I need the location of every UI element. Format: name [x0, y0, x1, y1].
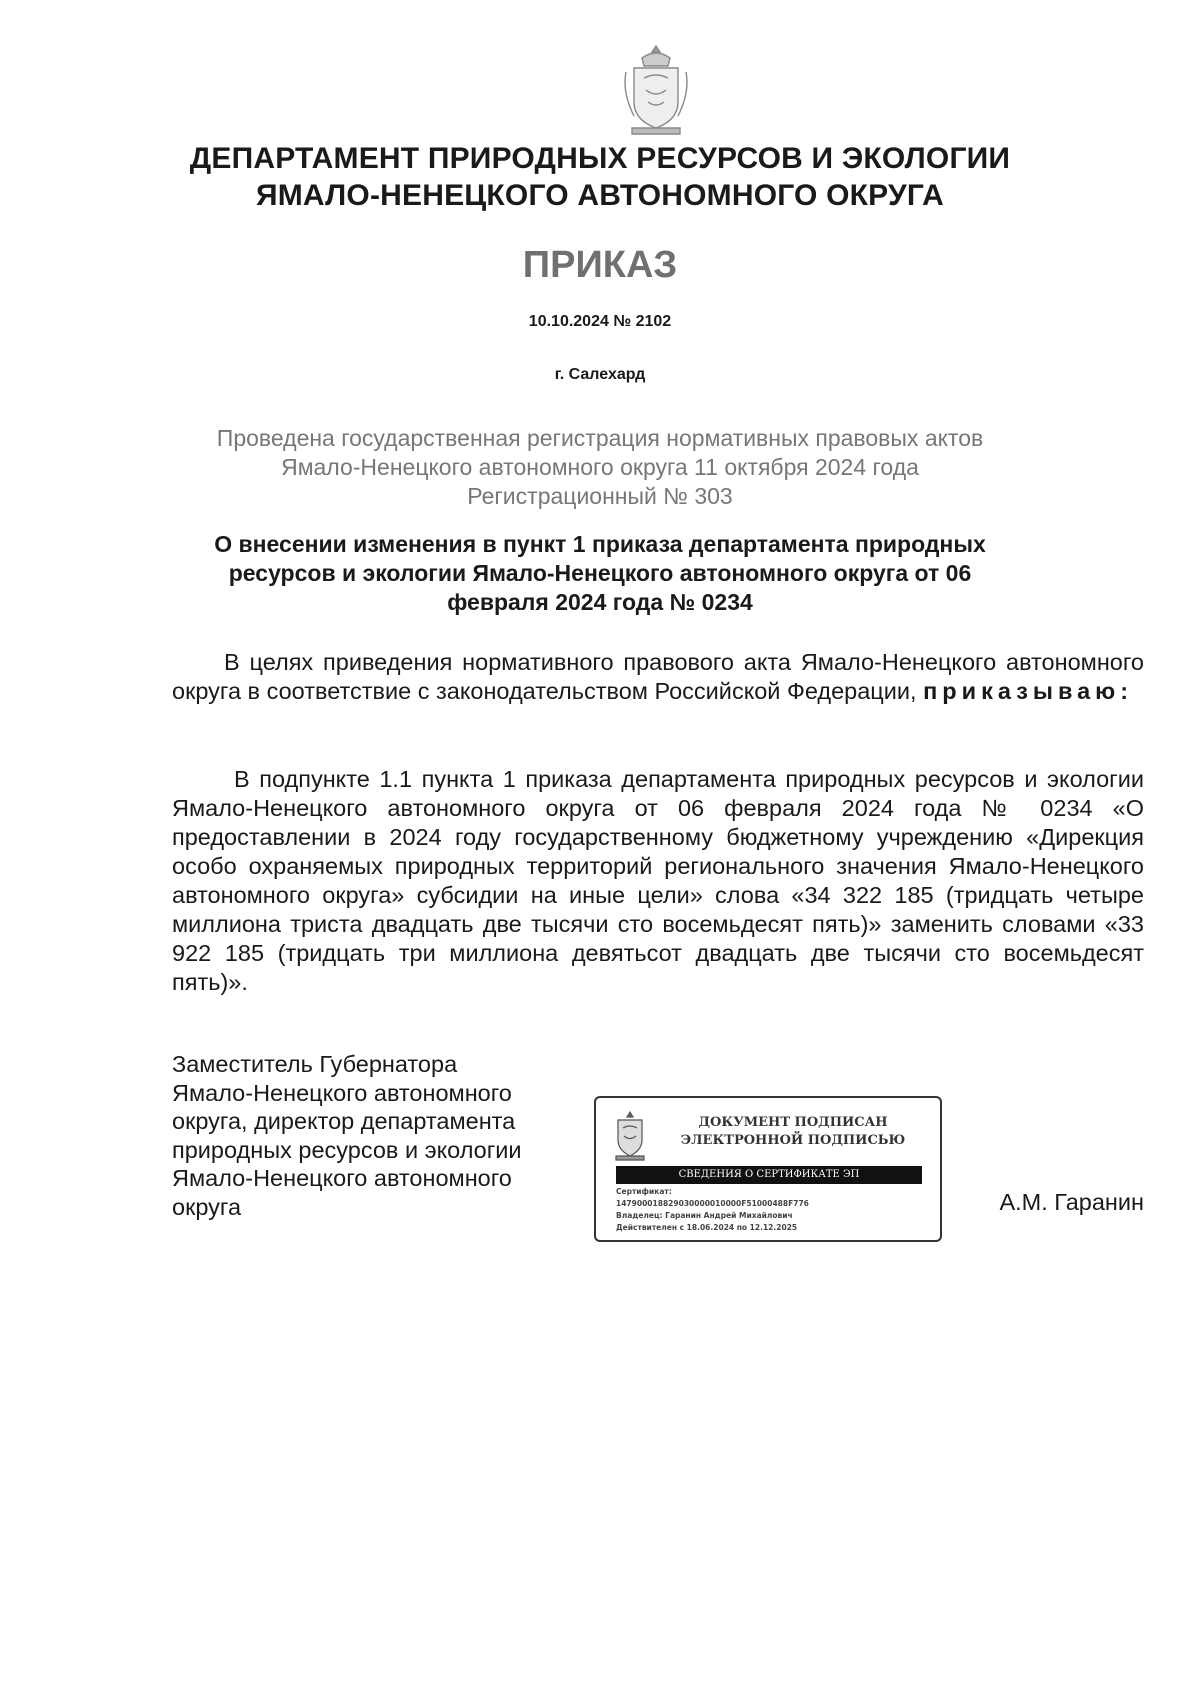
- stamp-certificate-header: СВЕДЕНИЯ О СЕРТИФИКАТЕ ЭП: [616, 1166, 922, 1184]
- order-date-number: 10.10.2024 № 2102: [528, 313, 672, 330]
- department-name-line2: ЯМАЛО-НЕНЕЦКОГО АВТОНОМНОГО ОКРУГА: [255, 179, 945, 212]
- order-paragraph: В подпункте 1.1 пункта 1 приказа департамента природных ресурсов и экологии Ямало-Ненецкого автономного округа от 06 февраля 2024 года № 0234 «О предоставлении в 2024 году государственному бюджетному учреждению «Дирекция особо охраняемых природных территорий регионального значения Ямало-Ненецкого автономного округа» субсидии на иные цели» слова «34 322 185 (тридцать четыре миллиона триста двадцать две тысячи сто восемьдесят пять)» заменить словами «33 922 185 (тридцать три миллиона девятьсот двадцать две тысячи сто восемьдесят пять)».: [172, 766, 1144, 995]
- signer-line1: Заместитель Губернатора: [172, 1051, 458, 1077]
- coat-of-arms-icon: [618, 42, 694, 142]
- stamp-cert-number: 147900018829030000010000F51000488F776: [616, 1199, 809, 1208]
- signer-line6: округа: [172, 1193, 242, 1220]
- stamp-certificate-details: [616, 1186, 926, 1234]
- stamp-title: [658, 1114, 928, 1150]
- signer-line4: природных ресурсов и экологии: [172, 1136, 522, 1163]
- document-type: ПРИКАЗ: [522, 244, 678, 286]
- department-name: [150, 140, 1050, 214]
- registration-line2: Ямало-Ненецкого автономного округа 11 октября 2024 года: [281, 454, 919, 480]
- stamp-emblem-icon: [610, 1110, 650, 1164]
- city: г. Салехард: [554, 366, 646, 383]
- preamble-paragraph: [172, 648, 1144, 706]
- registration-line3: Регистрационный № 303: [467, 483, 733, 509]
- registration-note: [150, 424, 1050, 511]
- stamp-title-line2: ЭЛЕКТРОННОЙ ПОДПИСЬЮ: [680, 1133, 906, 1148]
- subject-line2: ресурсов и экологии Ямало-Ненецкого автономного округа от 06: [228, 560, 972, 586]
- signer-position: [172, 1050, 572, 1221]
- subject-line3: февраля 2024 года № 0234: [447, 589, 753, 615]
- signer-line5: Ямало-Ненецкого автономного: [172, 1165, 512, 1191]
- order-keyword: приказываю:: [923, 678, 1134, 704]
- preamble-text: В целях приведения нормативного правового акта Ямало-Ненецкого автономного округа в соответствие с законодательством Российской Федерации,: [172, 649, 1144, 704]
- signer-line2: Ямало-Ненецкого автономного: [172, 1079, 512, 1106]
- order-subject: [170, 530, 1030, 617]
- registration-line1: Проведена государственная регистрация нормативных правовых актов: [216, 425, 984, 451]
- stamp-validity: Действителен с 18.06.2024 по 12.12.2025: [616, 1223, 798, 1232]
- stamp-owner: Владелец: Гаранин Андрей Михайлович: [616, 1211, 793, 1220]
- signer-line3: округа, директор департамента: [172, 1108, 516, 1134]
- signer-name: А.М. Гаранин: [999, 1189, 1144, 1215]
- stamp-cert-label: Сертификат:: [616, 1187, 672, 1196]
- department-name-line1: ДЕПАРТАМЕНТ ПРИРОДНЫХ РЕСУРСОВ И ЭКОЛОГИИ: [189, 142, 1011, 175]
- electronic-signature-stamp: [594, 1096, 942, 1242]
- subject-line1: О внесении изменения в пункт 1 приказа департамента природных: [214, 531, 986, 557]
- stamp-title-line1: ДОКУМЕНТ ПОДПИСАН: [698, 1115, 888, 1130]
